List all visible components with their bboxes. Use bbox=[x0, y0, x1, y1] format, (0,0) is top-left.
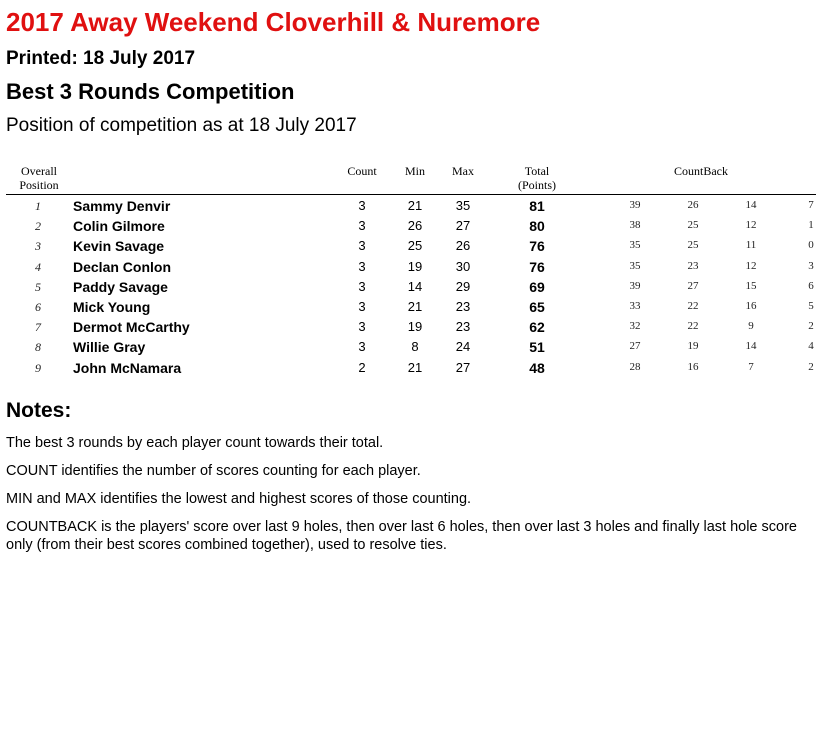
table-row bbox=[6, 215, 816, 235]
max-cell: 23 bbox=[455, 319, 471, 335]
count-cell: 3 bbox=[358, 238, 366, 254]
countback-last3: 14 bbox=[745, 199, 757, 211]
countback-last9: 39 bbox=[629, 199, 641, 211]
position-as-at-text: Position of competition as at 18 July 2017 bbox=[6, 115, 357, 136]
notes-heading: Notes: bbox=[6, 399, 72, 422]
position-cell: 2 bbox=[35, 219, 41, 234]
total-cell: 80 bbox=[529, 218, 545, 235]
total-cell: 51 bbox=[529, 339, 545, 356]
position-cell: 1 bbox=[35, 199, 41, 213]
table-row bbox=[6, 195, 816, 215]
header-max: Max bbox=[452, 164, 474, 178]
position-cell: 5 bbox=[35, 279, 41, 294]
countback-last3: 14 bbox=[745, 340, 757, 353]
countback-last9: 28 bbox=[629, 360, 641, 373]
total-cell: 48 bbox=[529, 359, 545, 376]
max-cell: 35 bbox=[455, 198, 471, 213]
table-row bbox=[6, 235, 816, 255]
table-row bbox=[6, 276, 816, 296]
table-row bbox=[6, 316, 816, 336]
max-cell: 29 bbox=[455, 278, 471, 294]
countback-last9: 35 bbox=[629, 239, 641, 252]
min-cell: 19 bbox=[407, 319, 423, 335]
countback-last3: 16 bbox=[745, 299, 757, 312]
countback-last6: 16 bbox=[687, 360, 699, 373]
max-cell: 27 bbox=[455, 218, 471, 234]
position-cell: 8 bbox=[35, 340, 41, 355]
countback-last3: 7 bbox=[748, 360, 754, 373]
countback-last1: 3 bbox=[808, 259, 814, 272]
player-name: Declan Conlon bbox=[73, 258, 172, 275]
countback-last6: 25 bbox=[687, 219, 699, 232]
countback-last6: 25 bbox=[687, 239, 699, 252]
min-cell: 19 bbox=[407, 258, 423, 274]
countback-last3: 9 bbox=[748, 320, 754, 333]
countback-last6: 27 bbox=[687, 279, 699, 292]
countback-last9: 33 bbox=[629, 299, 641, 312]
countback-last6: 23 bbox=[687, 259, 699, 272]
max-cell: 23 bbox=[455, 298, 471, 314]
table-body bbox=[6, 195, 816, 377]
header-position-line2: Position bbox=[19, 178, 59, 192]
total-cell: 62 bbox=[529, 319, 545, 336]
table-row bbox=[6, 256, 816, 276]
total-cell: 81 bbox=[529, 198, 545, 214]
countback-last3: 12 bbox=[745, 219, 757, 232]
table-header bbox=[6, 163, 816, 195]
note-countback: COUNTBACK is the players' score over last 9 holes, then over last 6 holes, then over last 3 holes and finally last hole score only (from their best scores combined together), used to resolve ties. bbox=[6, 519, 797, 553]
max-cell: 26 bbox=[455, 238, 471, 254]
note-best-rounds: The best 3 rounds by each player count towards their total. bbox=[6, 435, 384, 451]
count-cell: 3 bbox=[358, 298, 366, 314]
min-cell: 26 bbox=[407, 218, 423, 234]
table-row bbox=[6, 336, 816, 356]
countback-last6: 26 bbox=[687, 199, 699, 211]
competition-name: Best 3 Rounds Competition bbox=[6, 79, 295, 104]
player-name: Mick Young bbox=[73, 298, 151, 315]
header-countback: CountBack bbox=[674, 164, 728, 178]
countback-last6: 19 bbox=[687, 340, 699, 353]
count-cell: 3 bbox=[358, 198, 366, 213]
printed-date: Printed: 18 July 2017 bbox=[6, 48, 196, 69]
total-cell: 76 bbox=[529, 258, 545, 275]
min-cell: 21 bbox=[407, 198, 423, 213]
header-position-line1: Overall bbox=[21, 164, 57, 178]
table-row bbox=[6, 296, 816, 316]
countback-last1: 2 bbox=[808, 360, 814, 373]
table-row bbox=[6, 357, 816, 377]
countback-last9: 27 bbox=[629, 340, 641, 353]
player-name: Sammy Denvir bbox=[73, 198, 171, 214]
position-cell: 3 bbox=[35, 239, 41, 254]
countback-last3: 12 bbox=[745, 259, 757, 272]
header-total-line1: Total bbox=[524, 164, 550, 178]
count-cell: 3 bbox=[358, 319, 366, 335]
note-min-max: MIN and MAX identifies the lowest and highest scores of those counting. bbox=[6, 491, 472, 507]
page-title: 2017 Away Weekend Cloverhill & Nuremore bbox=[6, 7, 541, 37]
position-cell: 6 bbox=[35, 299, 41, 314]
countback-last9: 32 bbox=[629, 320, 641, 333]
min-cell: 21 bbox=[407, 298, 423, 314]
position-cell: 9 bbox=[35, 360, 41, 375]
countback-last1: 5 bbox=[808, 299, 814, 312]
countback-last9: 39 bbox=[629, 279, 641, 292]
countback-last1: 1 bbox=[808, 219, 814, 232]
header-total-line2: (Points) bbox=[517, 178, 556, 192]
countback-last1: 7 bbox=[808, 199, 814, 211]
header-min: Min bbox=[404, 164, 425, 178]
player-name: Paddy Savage bbox=[73, 278, 168, 295]
count-cell: 3 bbox=[358, 339, 366, 355]
countback-last1: 2 bbox=[808, 320, 814, 333]
max-cell: 30 bbox=[455, 258, 471, 274]
min-cell: 14 bbox=[407, 278, 423, 294]
countback-last6: 22 bbox=[687, 299, 699, 312]
count-cell: 3 bbox=[358, 218, 366, 234]
player-name: Colin Gilmore bbox=[73, 218, 165, 235]
count-cell: 3 bbox=[358, 278, 366, 294]
countback-last1: 6 bbox=[808, 279, 814, 292]
max-cell: 24 bbox=[455, 339, 471, 355]
count-cell: 3 bbox=[358, 258, 366, 274]
countback-last1: 0 bbox=[808, 239, 814, 252]
results-table bbox=[6, 163, 816, 377]
note-count: COUNT identifies the number of scores counting for each player. bbox=[6, 463, 421, 479]
position-cell: 4 bbox=[35, 259, 41, 274]
position-cell: 7 bbox=[35, 320, 41, 335]
min-cell: 21 bbox=[407, 359, 423, 375]
player-name: Kevin Savage bbox=[73, 238, 165, 255]
min-cell: 8 bbox=[411, 339, 419, 355]
max-cell: 27 bbox=[455, 359, 471, 375]
min-cell: 25 bbox=[407, 238, 423, 254]
countback-last9: 38 bbox=[629, 219, 641, 232]
header-count: Count bbox=[347, 164, 377, 178]
header-total bbox=[512, 164, 562, 192]
countback-last9: 35 bbox=[629, 259, 641, 272]
countback-last3: 11 bbox=[745, 239, 757, 252]
player-name: Willie Gray bbox=[73, 339, 146, 356]
total-cell: 65 bbox=[529, 298, 545, 315]
player-name: John McNamara bbox=[73, 359, 182, 376]
player-name: Dermot McCarthy bbox=[73, 319, 190, 336]
countback-last6: 22 bbox=[687, 320, 699, 333]
header-position bbox=[8, 164, 70, 192]
countback-last3: 15 bbox=[745, 279, 757, 292]
total-cell: 69 bbox=[529, 278, 545, 295]
count-cell: 2 bbox=[358, 359, 366, 375]
total-cell: 76 bbox=[529, 238, 545, 255]
countback-last1: 4 bbox=[808, 340, 814, 353]
